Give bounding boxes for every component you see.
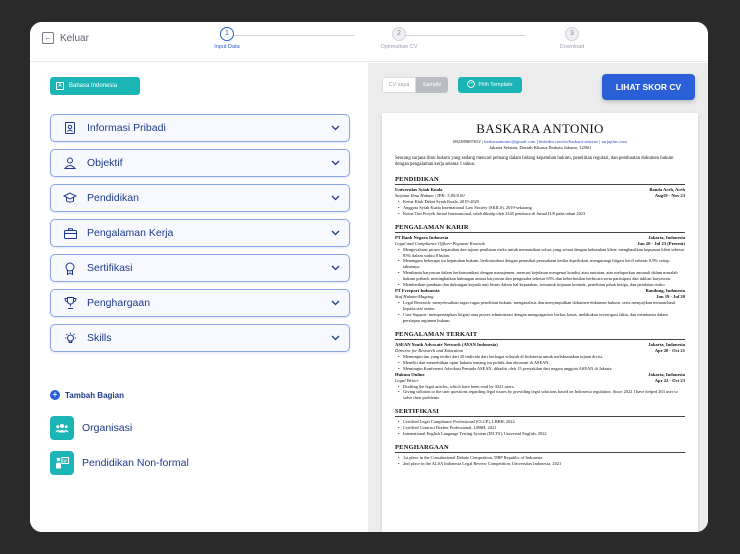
section-label: Informasi Pribadi bbox=[87, 122, 166, 134]
section-skills[interactable] bbox=[50, 324, 350, 352]
cv-bullet: • 1st place in the Constitutional Debate Competition, DRP Republic of Indonesia bbox=[395, 455, 685, 461]
preview-panel bbox=[368, 63, 708, 532]
certificate-icon bbox=[63, 261, 77, 275]
cv-location: Banda Aceh, Aceh bbox=[649, 186, 685, 192]
chevron-down-icon bbox=[331, 124, 349, 133]
section-pendidikan[interactable] bbox=[50, 184, 350, 212]
chevron-down-icon bbox=[331, 264, 349, 273]
cv-address: Jakarta Selatan, Daerah Khusus Ibukota Jakarta, 12560 bbox=[489, 144, 591, 150]
cv-role: Legal and Compliance Officer-Pegawai Kontrak bbox=[395, 240, 485, 246]
cv-location: Jakarta, Indonesia bbox=[648, 234, 685, 240]
cv-linkedin: linkedin.com/in/baskara-antonio bbox=[538, 139, 599, 144]
id-card-icon bbox=[63, 121, 77, 135]
step-label: Download bbox=[559, 44, 585, 50]
cv-bullet: • Menangani beberapa isu kepatuhan hukum, berkonsultasi dengan penasihat perusahaan ketika diperlukan, mengurangi litigasi kecil sebesar 8,9% setiap tahunnya. bbox=[395, 258, 685, 270]
cv-section-title: PENGALAMAN TERKAIT bbox=[395, 331, 685, 340]
step-label: Optimalkan CV bbox=[380, 44, 418, 50]
chevron-down-icon bbox=[331, 299, 349, 308]
cv-dates: Aug19 - Nov 23 bbox=[654, 192, 685, 198]
section-label: Pengalaman Kerja bbox=[87, 227, 174, 239]
cv-organization: ASEAN Youth Advocate Network (AYAN Indonesia) bbox=[395, 341, 498, 347]
toggle-my-cv[interactable]: CV saya bbox=[382, 77, 416, 93]
cv-section-work bbox=[395, 224, 685, 324]
step-label: Input Data bbox=[214, 44, 240, 50]
section-objektif[interactable] bbox=[50, 149, 350, 177]
toggle-sample[interactable]: Sample bbox=[416, 77, 448, 93]
trophy-icon bbox=[63, 296, 77, 310]
cv-section-title: PENGALAMAN KARIR bbox=[395, 224, 685, 233]
cv-section-certification bbox=[395, 408, 685, 437]
cv-preview-page bbox=[382, 113, 698, 532]
cv-bullet: • Giving solution to the user questions regarding legal issues by providing legal solutions based on Indonesia regulation. Since 2022 I have helped 263 user to solve their problems. bbox=[395, 389, 685, 401]
step-download[interactable] bbox=[537, 27, 607, 50]
cv-degree: Sarjana Ilmu Hukum | IPK: 3,85/4.00 bbox=[395, 192, 465, 198]
cv-bullet: • Memimpin tim yang terdiri dari 20 individu dari berbagai wilayah di Indonesia untuk melaksanakan tujuan divisi. bbox=[395, 354, 685, 360]
cv-section-title: SERTIFIKASI bbox=[395, 408, 685, 417]
section-penghargaan[interactable] bbox=[50, 289, 350, 317]
cv-organization: Hukum Online bbox=[395, 371, 425, 377]
cv-bullet: • Legal Research: menyelesaikan tugas-tugas penelitian hukum, menganalisis dan menyimpulkan dokumen-dokumen hukum, serta menyajikan temuan/hasil kepada staf senior. bbox=[395, 300, 685, 312]
cv-email: baskaraantonio@gmail.com bbox=[483, 139, 536, 144]
section-label: Pendidikan bbox=[87, 192, 139, 204]
cv-dates: Jun 19 - Jul 20 bbox=[656, 294, 685, 300]
back-button[interactable] bbox=[42, 32, 89, 44]
palette-icon bbox=[467, 80, 475, 90]
cv-contact: 082389007652 | baskaraantonio@gmail.com | linkedin.com/in/baskara-antonio | sarjaplus.com Jakarta Selatan, Daerah Khusus Ibukota Jakarta, 12560 bbox=[453, 139, 627, 150]
cv-role: Staf Hukum-Magang bbox=[395, 294, 434, 300]
cv-phone: 082389007652 bbox=[453, 139, 481, 144]
choose-template-button[interactable] bbox=[458, 77, 522, 93]
cv-section-awards bbox=[395, 444, 685, 467]
translate-icon: A bbox=[56, 82, 64, 90]
cv-bullet: • Ketua Klub Debat Syiah Kuala, 2019-2029 bbox=[395, 199, 685, 205]
language-button[interactable] bbox=[50, 77, 140, 95]
progress-stepper bbox=[182, 27, 585, 57]
language-label: Bahasa Indonesia bbox=[69, 83, 118, 89]
cv-bullet: • Certified Legal Compliance Professional (CLCP), LBBH, 2022 bbox=[395, 419, 685, 425]
cv-name: BASKARA ANTONIO bbox=[476, 121, 604, 136]
step-number: 3 bbox=[565, 27, 579, 41]
cv-site: sarjaplus.com bbox=[601, 139, 627, 144]
step-optimize[interactable] bbox=[364, 27, 434, 50]
chevron-down-icon bbox=[331, 334, 349, 343]
cv-section-title: PENDIDIKAN bbox=[395, 176, 685, 185]
cv-section-related bbox=[395, 331, 685, 402]
extra-pendidikan-non-formal[interactable] bbox=[50, 451, 189, 475]
section-sertifikasi[interactable] bbox=[50, 254, 350, 282]
cv-bullet: • 2nd place in the ALSA Indonesia Legal Review Competition, Universitas Indonesia, 2021 bbox=[395, 461, 685, 467]
section-pengalaman-kerja[interactable] bbox=[50, 219, 350, 247]
graduation-cap-icon bbox=[63, 191, 77, 205]
step-number: 2 bbox=[392, 27, 406, 41]
user-icon bbox=[63, 156, 77, 170]
section-informasi-pribadi[interactable] bbox=[50, 114, 350, 142]
section-label: Penghargaan bbox=[87, 297, 151, 309]
cv-location: Bandung, Indonesia bbox=[645, 288, 685, 294]
cv-section-education bbox=[395, 176, 685, 217]
section-label: Skills bbox=[87, 332, 112, 344]
cv-toggle bbox=[382, 77, 448, 93]
briefcase-icon bbox=[63, 226, 77, 240]
cv-dates: Jun 20 - Jul 23 (Present) bbox=[637, 240, 685, 246]
cv-school: Universitas Syiah Kuala bbox=[395, 186, 443, 192]
cv-dates: Apr 22 - Oct 23 bbox=[654, 377, 685, 383]
view-cv-score-button[interactable]: LIHAT SKOR CV bbox=[602, 74, 695, 100]
cv-bullet: • Mengevaluasi proses kepatuhan dan tujuan penilaian risiko untuk memastikan solusi yang sesuai dengan kebutuhan klien: menghasilkan kepuasan klien sebesar 85% dalam waktu 8 bulan. bbox=[395, 247, 685, 259]
cv-company: PT Freeport Indonesia bbox=[395, 288, 440, 294]
cv-bullet: • Membantu karyawan dalam berkomunikasi dengan manajemen, mencari kejelasan mengenai kondisi atau tuntutan, atas melaporkan anomali dalam masalah hukum pribadi, meningkatkan hubungan antara karyawan dan pengusaha sebesar 65% dan keberhasilan berbicara serta partisipasi dan inklusi karyawan. bbox=[395, 270, 685, 282]
cv-bullet: • Meneliti dan menerbitkan opini hukum tentang isu politik dan ekonomi di ASEAN. bbox=[395, 360, 685, 366]
cv-bullet: • Certified Contract Drafter Professional, LBBH, 2021 bbox=[395, 425, 685, 431]
cv-section-title: PENGHARGAAN bbox=[395, 444, 685, 453]
app-window bbox=[30, 22, 708, 532]
cv-bullet: • International English Language Testing System (IELTS), Universal English, 2022 bbox=[395, 431, 685, 437]
cv-bullet: • Memimpin Konferensi Advokasi Pemuda ASEAN, dihadiri oleh 15 perwakilan dari negara anggota ASEAN di Jakarta. bbox=[395, 366, 685, 372]
cv-bullet: • Memberikan panduan dan dukungan kepada unit bisnis dalam hal kepatuhan, termasuk tinjauan kontrak, penelitian pihak ketiga, dan penilaian risiko. bbox=[395, 282, 685, 288]
section-label: Sertifikasi bbox=[87, 262, 133, 274]
presentation-icon bbox=[50, 451, 74, 475]
extra-label: Pendidikan Non-formal bbox=[82, 457, 189, 469]
plus-icon: + bbox=[50, 390, 60, 400]
cv-location: Jakarta, Indonesia bbox=[648, 371, 685, 377]
template-label: Pilih Template bbox=[478, 82, 513, 88]
cv-bullet: • Anggota Syiah Kuala International Law Society (SKILS), 2019-sekarang bbox=[395, 205, 685, 211]
cv-dates: Apr 20 - Oct 21 bbox=[654, 347, 685, 353]
step-input-data[interactable] bbox=[192, 27, 262, 50]
extra-label: Organisasi bbox=[82, 422, 133, 434]
chevron-down-icon bbox=[331, 229, 349, 238]
extra-organisasi[interactable] bbox=[50, 416, 132, 440]
cv-bullet: • Case Support: mempersiapkan litigasi atau proses administrasi dengan mengorganisir berkas kasus, melakukan investigasi fakta, dan membantu dalam persiapan argumen hukum. bbox=[395, 312, 685, 324]
step-number: 1 bbox=[220, 27, 234, 41]
chevron-down-icon bbox=[331, 159, 349, 168]
add-section-button[interactable] bbox=[50, 390, 124, 400]
back-label: Keluar bbox=[60, 32, 89, 44]
exit-arrow-icon: ← bbox=[44, 33, 52, 42]
cv-bullet: • Drafting the legal articles, which have been read by 4321 users. bbox=[395, 384, 685, 390]
section-label: Objektif bbox=[87, 157, 123, 169]
group-icon bbox=[50, 416, 74, 440]
cv-bullet: • Ketua Tim Proyek Jurnal Internasional, telah dikutip oleh 2345 pembaca di Jurnal IUS pada tahun 2023 bbox=[395, 211, 685, 217]
cv-company: PT Bank Negara Indonesia bbox=[395, 234, 449, 240]
top-bar bbox=[30, 22, 708, 62]
cv-location: Jakarta, Indonesia bbox=[648, 341, 685, 347]
chevron-down-icon bbox=[331, 194, 349, 203]
form-panel bbox=[30, 63, 368, 532]
cv-role: Legal Writer bbox=[395, 377, 419, 383]
cv-role: Director for Research and Education bbox=[395, 347, 464, 353]
add-section-label: Tambah Bagian bbox=[65, 390, 124, 400]
cv-summary: Seorang sarjana ilmu hukum yang sedang mencari peluang dalam bidang kepatuhan hukum, penelitian regulasi, dan pembuatan dokumen hukum dengan pengalaman kerja selama 1 tahun. bbox=[395, 155, 674, 168]
lightbulb-icon bbox=[63, 331, 77, 345]
